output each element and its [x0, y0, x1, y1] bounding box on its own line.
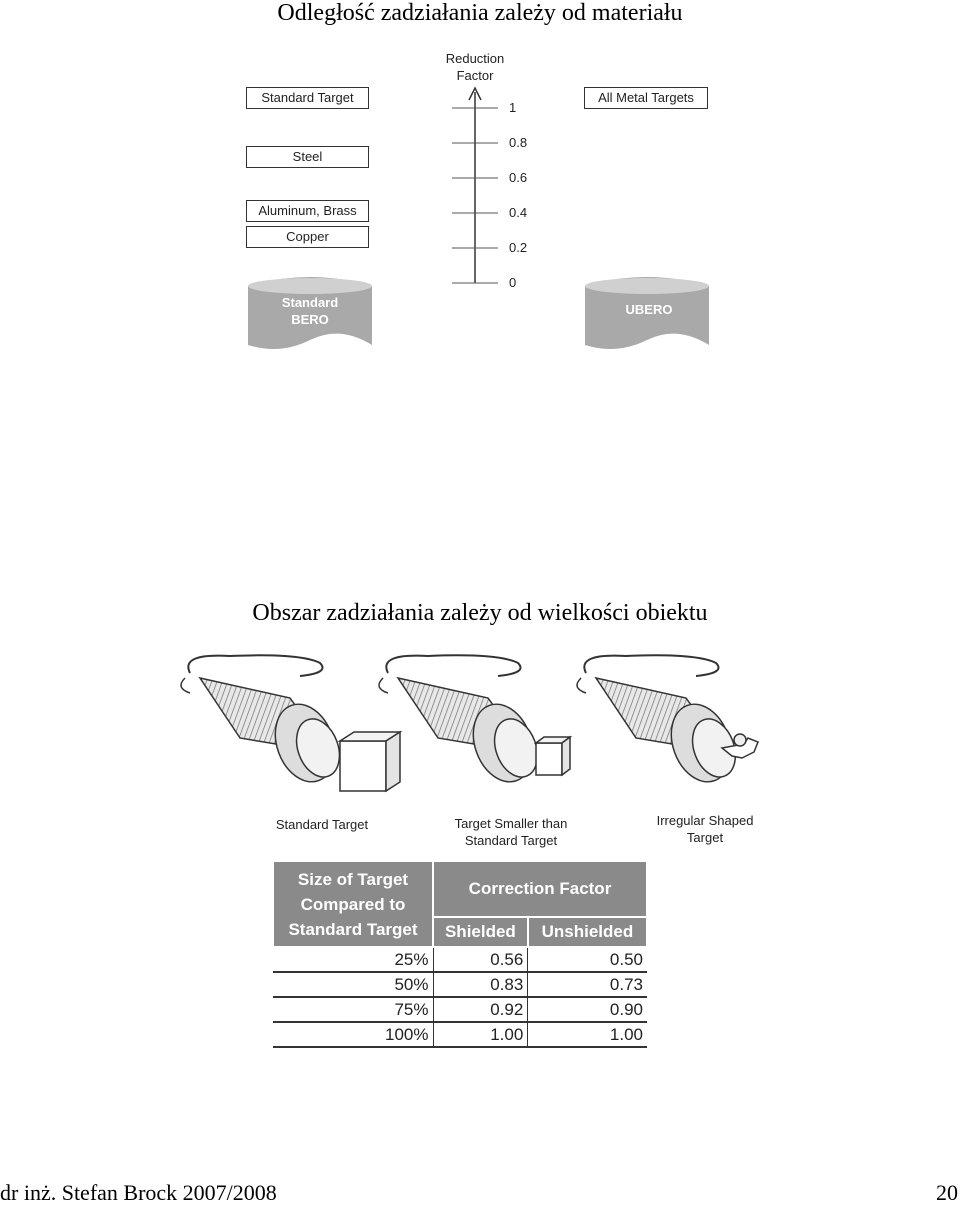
shielded-cell: 1.00: [433, 1022, 528, 1047]
table-row: [273, 947, 647, 972]
header-size: [273, 861, 433, 947]
shielded-cell: 0.56: [433, 947, 528, 972]
unshielded-cell: 0.50: [528, 947, 647, 972]
shielded-cell: 0.92: [433, 997, 528, 1022]
sensor-drawing: [181, 655, 400, 791]
tick-label: 1: [509, 100, 517, 115]
axis-label-line1: Reduction: [445, 51, 505, 66]
aluminum-brass-label: Aluminum, Brass: [246, 200, 369, 222]
copper-label: Copper: [246, 226, 369, 248]
shielded-cell: 0.83: [433, 972, 528, 997]
size-cell: 75%: [273, 997, 433, 1022]
header-size-line1: Size of Target: [297, 869, 409, 889]
size-cell: 100%: [273, 1022, 433, 1047]
table-row: [273, 997, 647, 1022]
section-title: Obszar zadziałania zależy od wielkości obiektu: [252, 600, 708, 626]
reduction-scale: [0, 0, 960, 360]
size-cell: 25%: [273, 947, 433, 972]
footer-author: dr inż. Stefan Brock 2007/2008: [0, 1180, 277, 1205]
standard-target-label: Standard Target: [246, 87, 369, 109]
caption-smaller-target: [436, 815, 586, 849]
tick-label: 0.4: [509, 205, 528, 220]
sensor-drawing: [577, 655, 758, 790]
ubero-sensor: [585, 277, 709, 349]
tick-label: 0.2: [509, 240, 528, 255]
standard-bero-sensor: [248, 277, 372, 349]
header-unshielded: Unshielded: [528, 917, 647, 947]
tick-label: 0.8: [509, 135, 528, 150]
sensor-illustrations: [0, 648, 960, 808]
size-cell: 50%: [273, 972, 433, 997]
unshielded-cell: 1.00: [528, 1022, 647, 1047]
tick-label: 0: [509, 275, 517, 290]
sensor-left-label-line1: Standard: [281, 295, 339, 310]
caption-irregular-line2: Target: [686, 830, 724, 845]
unshielded-cell: 0.90: [528, 997, 647, 1022]
caption-irregular-line1: Irregular Shaped: [656, 813, 754, 828]
unshielded-cell: 0.73: [528, 972, 647, 997]
axis-label-line2: Factor: [456, 68, 494, 83]
caption-irregular-target: [640, 812, 770, 846]
table-row: [273, 1022, 647, 1047]
sensor-right-label: UBERO: [625, 302, 673, 317]
caption-smaller-line1: Target Smaller than: [454, 816, 568, 831]
caption-standard-target: Standard Target: [275, 817, 369, 832]
correction-factor-table: [272, 860, 648, 1048]
sensor-drawing: [379, 655, 570, 790]
caption-smaller-line2: Standard Target: [464, 833, 558, 848]
tick-label: 0.6: [509, 170, 528, 185]
header-shielded: Shielded: [433, 917, 528, 947]
all-metal-targets-label: All Metal Targets: [584, 87, 708, 109]
page-number: 20: [936, 1180, 958, 1205]
header-correction-factor: Correction Factor: [433, 861, 647, 917]
page-title: Odległość zadziałania zależy od materiału: [277, 0, 683, 26]
sensor-left-label-line2: BERO: [291, 312, 329, 327]
header-size-line2: Compared to: [300, 894, 406, 914]
header-size-line3: Standard Target: [288, 919, 418, 939]
table-row: [273, 972, 647, 997]
steel-label: Steel: [246, 146, 369, 168]
